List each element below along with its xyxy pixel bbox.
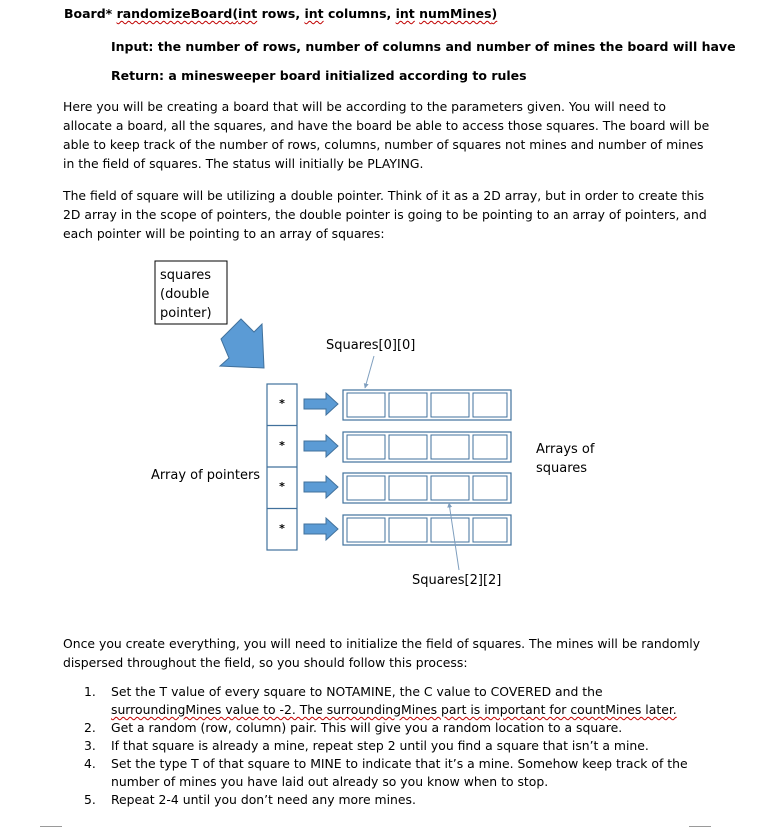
- return-description: Return: a minesweeper board initialized according to rules: [111, 68, 527, 83]
- param-type-1: int: [238, 6, 258, 21]
- step-text: If that square is already a mine, repeat step 2 until you find a square that isn’t a mine.: [111, 738, 649, 753]
- page-edge-mark-left: [40, 826, 62, 827]
- right-arrow-icon: [304, 518, 338, 540]
- diagonal-arrow-icon: [220, 319, 264, 368]
- input-description: Input: the number of rows, number of columns and number of mines the board will have: [111, 39, 736, 54]
- right-arrow-icon: [304, 435, 338, 457]
- square-array-row: [343, 473, 511, 503]
- double-pointer-label-line: squares: [160, 268, 212, 283]
- step-text-wavy: [111, 701, 724, 719]
- step-text: Set the type T of that square to MINE to indicate that it’s a mine. Somehow keep track of the: [111, 756, 688, 771]
- square-array-row: [343, 432, 511, 462]
- paragraph-line: in the field of squares. The status will initially be PLAYING.: [63, 156, 424, 171]
- param-type-3: int: [395, 6, 415, 21]
- pointer-cell-symbol: *: [279, 522, 285, 535]
- step-text: number of mines you have laid out already so you know when to stop.: [111, 774, 549, 789]
- arrays-of-squares-label-line: Arrays of: [536, 442, 595, 457]
- param-name-3: numMines: [419, 6, 492, 21]
- param-sep-2: ,: [386, 6, 392, 21]
- list-item: [84, 683, 724, 719]
- right-arrow-icon: [304, 476, 338, 498]
- step-text: Repeat 2-4 until you don’t need any more mines.: [111, 792, 416, 807]
- paragraph-line: able to keep track of the number of rows, columns, number of squares not mines and number of mines: [63, 137, 704, 152]
- step-text: surroundingMines value to -2. The surroundingMines part is important for countMines later.: [111, 702, 677, 717]
- step-number: 3.: [84, 738, 96, 753]
- signature-open-paren: (: [232, 6, 239, 21]
- square-array-row: [343, 390, 511, 420]
- pointer-cell-symbol: *: [279, 397, 285, 410]
- paragraph-line: each pointer will be pointing to an array of squares:: [63, 226, 385, 241]
- param-type-2: int: [304, 6, 324, 21]
- list-item: [84, 755, 724, 791]
- step-text: Get a random (row, column) pair. This will give you a random location to a square.: [111, 720, 623, 735]
- param-name-2: columns: [327, 6, 387, 21]
- paragraph-line: Once you create everything, you will need to initialize the field of squares. The mines will be randomly: [63, 636, 701, 651]
- signature-close-paren: ): [491, 6, 498, 21]
- function-name: randomizeBoard: [116, 6, 233, 21]
- callout-squares-2-2: Squares[2][2]: [412, 573, 502, 588]
- paragraph-line: dispersed throughout the field, so you should follow this process:: [63, 655, 468, 670]
- step-number: 1.: [84, 684, 96, 699]
- return-type: Board*: [64, 6, 113, 21]
- double-pointer-label-line: (double: [160, 287, 210, 302]
- list-item: [84, 791, 724, 809]
- double-pointer-label-line: pointer): [160, 306, 212, 321]
- list-item: [84, 719, 724, 737]
- pointer-cell-symbol: *: [279, 480, 285, 493]
- paragraph-line: allocate a board, all the squares, and have the board be able to access those squares. The board will be: [63, 118, 710, 133]
- step-number: 5.: [84, 792, 96, 807]
- paragraph-line: The field of square will be utilizing a double pointer. Think of it as a 2D array, but in order to create this: [63, 188, 705, 203]
- array-of-pointers-label: Array of pointers: [151, 468, 261, 483]
- paragraph-line: Here you will be creating a board that will be according to the parameters given. You will need to: [63, 99, 666, 114]
- list-item: [84, 737, 724, 755]
- page-edge-mark-right: [689, 826, 711, 827]
- callout-pointer-line: [365, 356, 374, 388]
- pointer-cell-symbol: *: [279, 439, 285, 452]
- param-sep-1: ,: [295, 6, 301, 21]
- paragraph-line: 2D array in the scope of pointers, the double pointer is going to be pointing to an array of pointers, and: [63, 207, 707, 222]
- right-arrow-icon: [304, 393, 338, 415]
- callout-squares-0-0: Squares[0][0]: [326, 338, 416, 353]
- step-number: 2.: [84, 720, 96, 735]
- step-number: 4.: [84, 756, 96, 771]
- initialize-paragraph: [63, 634, 713, 672]
- square-array-row: [343, 515, 511, 545]
- arrays-of-squares-label-line: squares: [536, 461, 588, 476]
- param-name-1: rows: [261, 6, 296, 21]
- process-steps-list: [84, 683, 724, 809]
- step-text: Set the T value of every square to NOTAMINE, the C value to COVERED and the: [111, 684, 603, 699]
